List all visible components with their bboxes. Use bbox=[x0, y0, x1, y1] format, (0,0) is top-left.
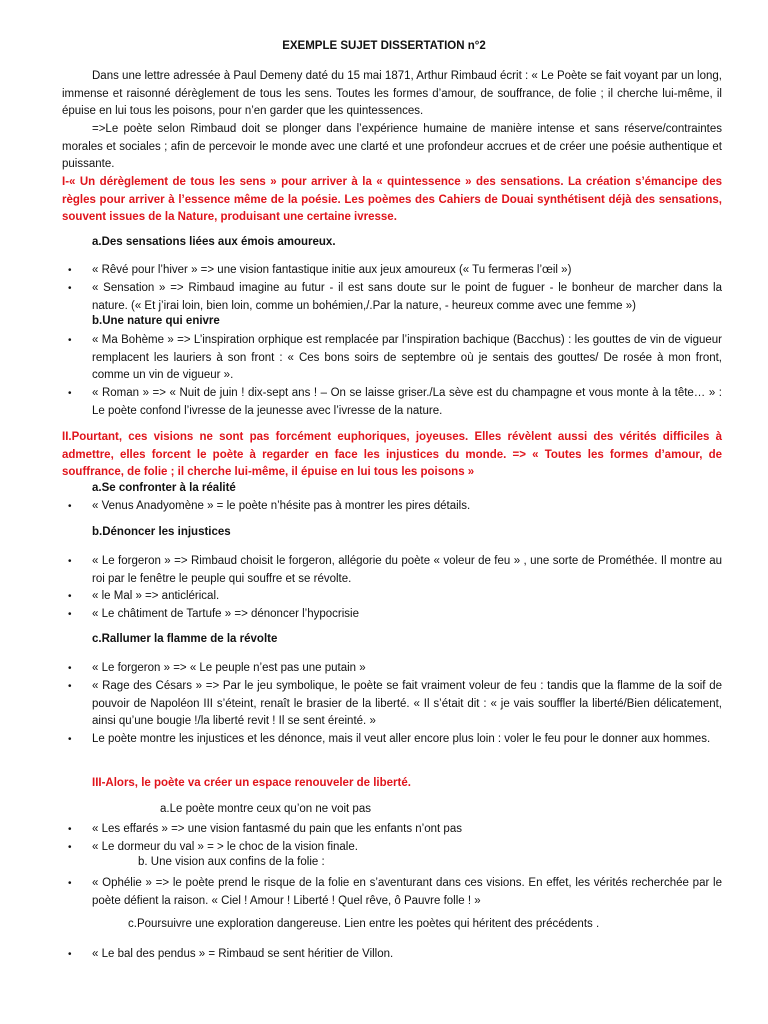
intro-thesis: =>Le poète selon Rimbaud doit se plonger dans l’expérience humaine de manière intense et sans réserve/contraintes morales et sociales ; afin de percevoir le monde avec une clarté et une profondeur accrues et de créer une poésie authentique et puissante. bbox=[62, 123, 722, 170]
part1-heading: I-« Un dérèglement de tous les sens » pour arriver à la « quintessence » des sensations. La création s’émancipe des règles pour arriver à l’essence même de la poésie. Les poèmes des Cahiers de Douai synthétisent déjà des sensations, souvent issues de la Nature, produisant une certaine ivresse. bbox=[62, 176, 722, 223]
bullet-icon: • bbox=[68, 842, 72, 853]
part1-b-heading: b.Une nature qui enivre bbox=[92, 315, 220, 327]
bullet-icon: • bbox=[68, 878, 72, 889]
bullet-icon: • bbox=[68, 949, 72, 960]
part2-b-heading: b.Dénoncer les injustices bbox=[92, 526, 231, 538]
bullet-icon: • bbox=[68, 335, 72, 346]
bullet-icon: • bbox=[68, 591, 72, 602]
part3-b-heading: b. Une vision aux confins de la folie : bbox=[138, 856, 325, 868]
document-page: EXEMPLE SUJET DISSERTATION n°2 Dans une lettre adressée à Paul Demeny daté du 15 mai 1871, Arthur Rimbaud écrit : « Le Poète se fait voyant par un long, immense et raisonné dérèglement de tous les sens. Toutes les formes d’amour, de souffrance, de folie ; il cherche lui-même, il épuise en lui tous les poisons, pour n’en garder que les quintessences. =>Le poète selon Rimbaud doit se plonger dans l’expérience humaine de manière intense et sans réserve/contraintes morales et sociales ; afin de percevoir le monde avec une clarté et une profondeur accrues et de créer une poésie authentique et puissante. I-« Un dérèglement de tous les sens » pour arriver à la « quintessence » des sensations. La création s’émancipe des règles pour arriver à l’essence même de la poésie. Les poèmes des Cahiers de Douai synthétisent déjà des sensations, souvent issues de la Nature, produisant une certaine ivresse. a.Des sensations liées aux émois amoureux. • « Rêvé pour l’hiver » => une vision fantastique initie aux jeux amoureux (« Tu fermeras l’œil ») • « Sensation » => Rimbaud imagine au futur - il est sans doute sur le point de fuguer - le bonheur de marcher dans la nature. (« Et j’irai loin, bien loin, comme un bohémien,/.Par la nature, - heureux comme avec une femme ») b.Une nature qui enivre • « Ma Bohème » => L’inspiration orphique est remplacée par l’inspiration bachique (Bacchus) : les gouttes de vin de vigueur remplacent les lauriers à son front : « Ces bons soirs de septembre où je sentais des gouttes/ De rosée à mon front, comme un vin de vigueur ». • « Roman » => « Nuit de juin ! dix-sept ans ! – On se laisse griser./La sève est du champagne et vous monte à la tête… » : Le poète confond l’ivresse de la jeunesse avec l’ivresse de la nature. II.Pourtant, ces visions ne sont pas forcément euphoriques, joyeuses. Elles révèlent aussi des vérités difficiles à admettre, elles forcent le poète à regarder en face les injustices du monde. => « Toutes les formes d’amour, de souffrance, de folie ; il cherche lui-même, il épuise en lui tous les poisons » a.Se confronter à la réalité • « Venus Anadyomène » = le poète n’hésite pas à montrer les pires détails. b.Dénoncer les injustices • « Le forgeron » => Rimbaud choisit le forgeron, allégorie du poète « voleur de feu » , une sorte de Prométhée. Il montre au roi par le fenêtre le peuple qui souffre et se révolte. • « le Mal » => anticlérical. • « Le châtiment de Tartufe » => dénoncer l’hypocrisie c.Rallumer la flamme de la révolte • « Le forgeron » => « Le peuple n’est pas une putain » • « Rage des Césars » => Par le jeu symbolique, le poète se fait vraiment voleur de feu : tandis que la flamme de la soif de pouvoir de Napoléon III s’éteint, renaît le brasier de la liberté. « Il s’était dit : « je vais souffler la liberté/Bien délicatement, ainsi qu’une bougie !/la liberté revit ! Il se sent éreinté. » • Le poète montre les injustices et les dénonce, mais il veut aller encore plus loin : voler le feu pour le donner aux hommes. III-Alors, le poète va créer un espace renouveler de liberté. a.Le poète montre ceux qu’on ne voit pas • « Les effarés » => une vision fantasmé du pain que les enfants n’ont pas • « Le dormeur du val » = > le choc de la vision finale. b. Une vision aux confins de la folie : • « Ophélie » => le poète prend le risque de la folie en s’aventurant dans ces visions. En effet, les vérités recherchée par le poète défient la raison. « Ciel ! Amour ! Liberté ! Quel rêve, ô Pauvre folle ! » c.Poursuivre une exploration dangereuse. Lien entre les poètes qui héritent des précédents . • « Le bal des pendus » = Rimbaud se sent héritier de Villon. bbox=[0, 0, 768, 1024]
bullet-icon: • bbox=[68, 734, 72, 745]
part1-a-heading: a.Des sensations liées aux émois amoureux. bbox=[92, 236, 336, 248]
bullet-icon: • bbox=[68, 663, 72, 674]
bullet-icon: • bbox=[68, 556, 72, 567]
bullet-icon: • bbox=[68, 609, 72, 620]
intro-paragraph: Dans une lettre adressée à Paul Demeny daté du 15 mai 1871, Arthur Rimbaud écrit : « Le Poète se fait voyant par un long, immense et raisonné dérèglement de tous les sens. Toutes les formes d’amour, de souffrance, de folie ; il cherche lui-même, il épuise en lui tous les poisons, pour n’en garder que les quintessences. bbox=[62, 70, 722, 117]
part3-heading: III-Alors, le poète va créer un espace renouveler de liberté. bbox=[92, 777, 411, 789]
part2-c-heading: c.Rallumer la flamme de la révolte bbox=[92, 633, 278, 645]
document-title: EXEMPLE SUJET DISSERTATION n°2 bbox=[282, 40, 486, 52]
part3-a-heading: a.Le poète montre ceux qu’on ne voit pas bbox=[160, 803, 371, 815]
part2-heading: II.Pourtant, ces visions ne sont pas forcément euphoriques, joyeuses. Elles révèlent aussi des vérités difficiles à admettre, elles forcent le poète à regarder en face les injustices du monde. => « Toutes les formes d’amour, de souffrance, de folie ; il cherche lui-même, il épuise en lui tous les poisons » bbox=[62, 431, 722, 478]
bullet-icon: • bbox=[68, 388, 72, 399]
part3-c-heading: c.Poursuivre une exploration dangereuse. Lien entre les poètes qui héritent des précédents . bbox=[128, 918, 600, 930]
part2-a-heading: a.Se confronter à la réalité bbox=[92, 482, 236, 494]
bullet-icon: • bbox=[68, 283, 72, 294]
bullet-icon: • bbox=[68, 501, 72, 512]
bullet-icon: • bbox=[68, 681, 72, 692]
bullet-icon: • bbox=[68, 824, 72, 835]
bullet-icon: • bbox=[68, 265, 72, 276]
